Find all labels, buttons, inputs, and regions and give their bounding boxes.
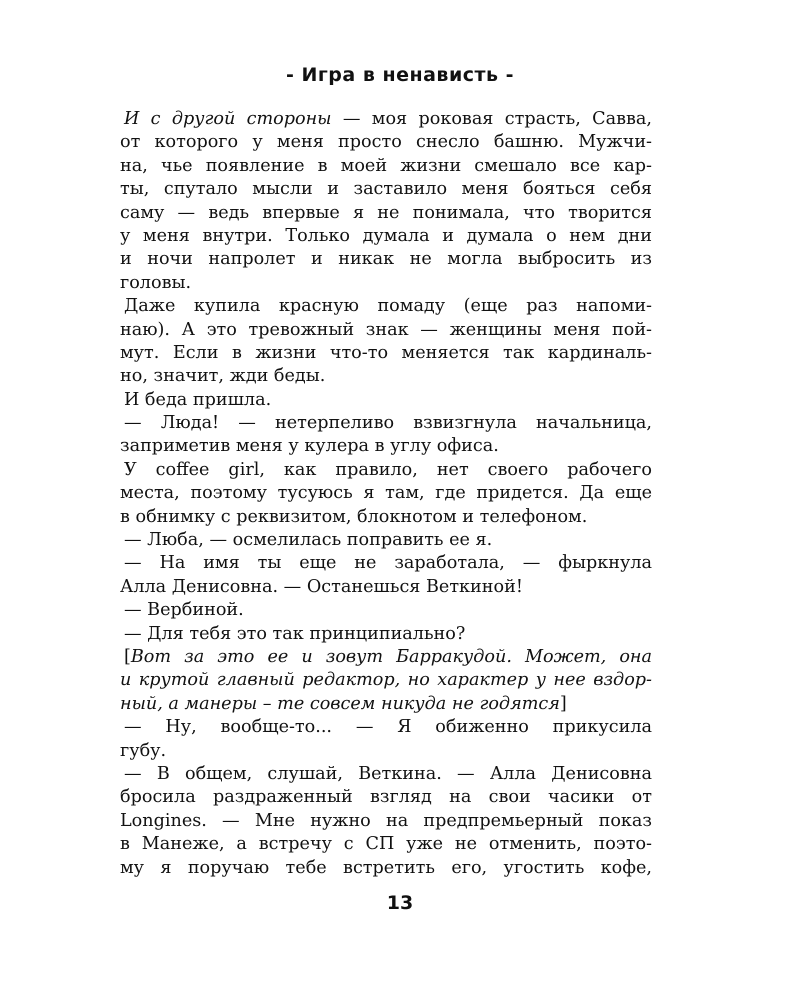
text-italic: И с другой стороны	[124, 109, 332, 129]
text-italic: Вот за это ее и зовут Барракудой. Может, она	[130, 646, 652, 667]
text-line: му я поручаю тебе встретить его, угостить кофе,	[120, 857, 652, 878]
text-line: бросила раздраженный взгляд на свои часики от	[120, 787, 652, 808]
text-line: в обнимку с реквизитом, блокнотом и телефоном.	[120, 506, 588, 527]
text-pre: [	[124, 646, 131, 667]
text-line: — Для тебя это так принципиально?	[124, 623, 466, 644]
text-line: И беда пришла.	[124, 389, 272, 410]
text-line: саму — ведь впервые я не понимала, что творится	[120, 202, 652, 223]
text-line: — На имя ты еще не заработала, — фыркнула	[124, 553, 652, 574]
text-line: — Ну, вообще-то... — Я обиженно прикусила	[124, 717, 652, 738]
text-line: — В общем, слушай, Веткина. — Алла Денисовна	[124, 763, 652, 784]
text-line: — Вербиной.	[124, 600, 244, 621]
text-line: от которого у меня просто снесло башню. Мужчи-	[120, 132, 652, 153]
text-line: мут. Если в жизни что-то меняется так кардиналь-	[120, 342, 652, 363]
text-line: губу.	[120, 740, 167, 761]
text-italic: ный, а манеры – те совсем никуда не годятся	[120, 693, 560, 714]
text-line: на, чье появление в моей жизни смешало все кар-	[120, 155, 652, 176]
text-line: У coffee girl, как правило, нет своего рабочего	[124, 459, 652, 480]
text-line	[120, 693, 652, 716]
text-line: наю). А это тревожный знак — женщины меня пой-	[120, 319, 652, 340]
text-line: и ночи напролет и никак не могла выбросить из	[120, 249, 652, 270]
text-line: но, значит, жди беды.	[120, 366, 326, 387]
running-header: - Игра в ненависть -	[285, 64, 515, 86]
text-line	[120, 669, 652, 692]
text-line: Longines. — Мне нужно на предпремьерный показ	[120, 810, 652, 831]
text-line	[120, 646, 652, 669]
page-number: 13	[386, 892, 414, 914]
text-line: ты, спутало мысли и заставило меня бояться себя	[120, 179, 652, 200]
text-italic: и крутой главный редактор, но характер у нее вздор-	[120, 670, 652, 691]
text-line: в Манеже, а встречу с СП уже не отменить, поэто-	[120, 834, 652, 855]
text-line: Алла Денисовна. — Останешься Веткиной!	[120, 576, 523, 597]
text-plain: ]	[559, 693, 567, 714]
text-line: — Люба, — осмелилась поправить ее я.	[124, 530, 493, 551]
text-line	[120, 108, 652, 131]
text-line: головы.	[120, 272, 192, 293]
text-plain: — моя роковая страсть, Савва,	[331, 109, 652, 129]
text-line: у меня внутри. Только думала и думала о нем дни	[120, 225, 652, 246]
text-line: заприметив меня у кулера в углу офиса.	[120, 436, 499, 457]
text-line: Даже купила красную помаду (еще раз напоми-	[124, 296, 652, 317]
page-body	[120, 108, 652, 880]
text-line: — Люда! — нетерпеливо взвизгнула начальница,	[124, 413, 652, 434]
text-line: места, поэтому тусуюсь я там, где придется. Да еще	[120, 483, 652, 504]
